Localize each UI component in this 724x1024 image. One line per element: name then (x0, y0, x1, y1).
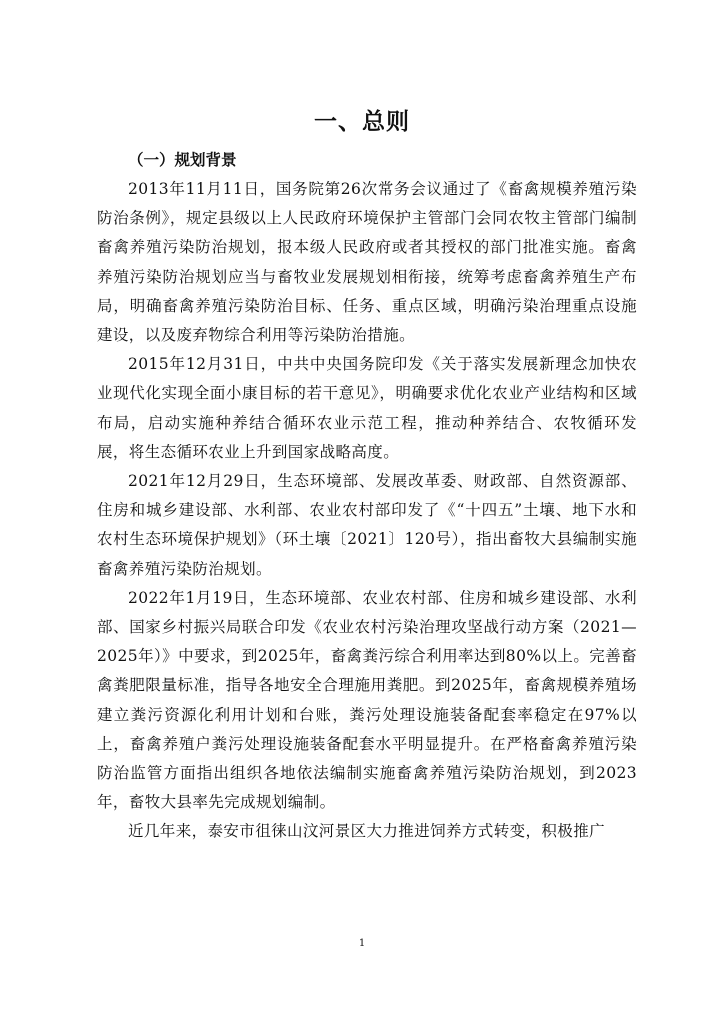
page-number: 1 (358, 938, 366, 949)
paragraph: 2022年1月19日，生态环境部、农业农村部、住房和城乡建设部、水利部、国家乡村振兴局联合印发《农业农村污染治理攻坚战行动方案（2021—2025年）》中要求，到2025年，畜禽粪污综合利用率达到80%以上。完善畜禽粪肥限量标准，指导各地安全合理施用粪肥。到2025年，畜禽规模养殖场建立粪污资源化利用计划和台账，粪污处理设施装备配套率稳定在97%以上，畜禽养殖户粪污处理设施装备配套水平明显提升。在严格畜禽养殖污染防治监管方面指出组织各地依法编制实施畜禽养殖污染防治规划，到2023年，畜牧大县率先完成规划编制。 (97, 588, 637, 812)
paragraph: 近几年来，泰安市徂徕山汶河景区大力推进饲养方式转变，积极推广 (128, 822, 606, 841)
chapter-title: 一、总则 (314, 108, 410, 135)
paragraph: 2013年11月11日，国务院第26次常务会议通过了《畜禽规模养殖污染防治条例》，规定县级以上人民政府环境保护主管部门会同农牧主管部门编制畜禽养殖污染防治规划，报本级人民政府或者其授权的部门批准实施。畜禽养殖污染防治规划应当与畜牧业发展规划相衔接，统筹考虑畜禽养殖生产布局，明确畜禽养殖污染防治目标、任务、重点区域，明确污染治理重点设施建设，以及废弃物综合利用等污染防治措施。 (97, 180, 637, 345)
paragraph: 2021年12月29日，生态环境部、发展改革委、财政部、自然资源部、住房和城乡建设部、水利部、农业农村部印发了《“十四五”土壤、地下水和农村生态环境保护规划》（环土壤〔2021〕120号），指出畜牧大县编制实施畜禽养殖污染防治规划。 (97, 472, 637, 578)
body-text (97, 175, 637, 847)
section-title: （一）规划背景 (128, 150, 237, 169)
paragraph: 2015年12月31日，中共中央国务院印发《关于落实发展新理念加快农业现代化实现全面小康目标的若干意见》，明确要求优化农业产业结构和区域布局，启动实施种养结合循环农业示范工程，推动种养结合、农牧循环发展，将生态循环农业上升到国家战略高度。 (97, 355, 637, 461)
